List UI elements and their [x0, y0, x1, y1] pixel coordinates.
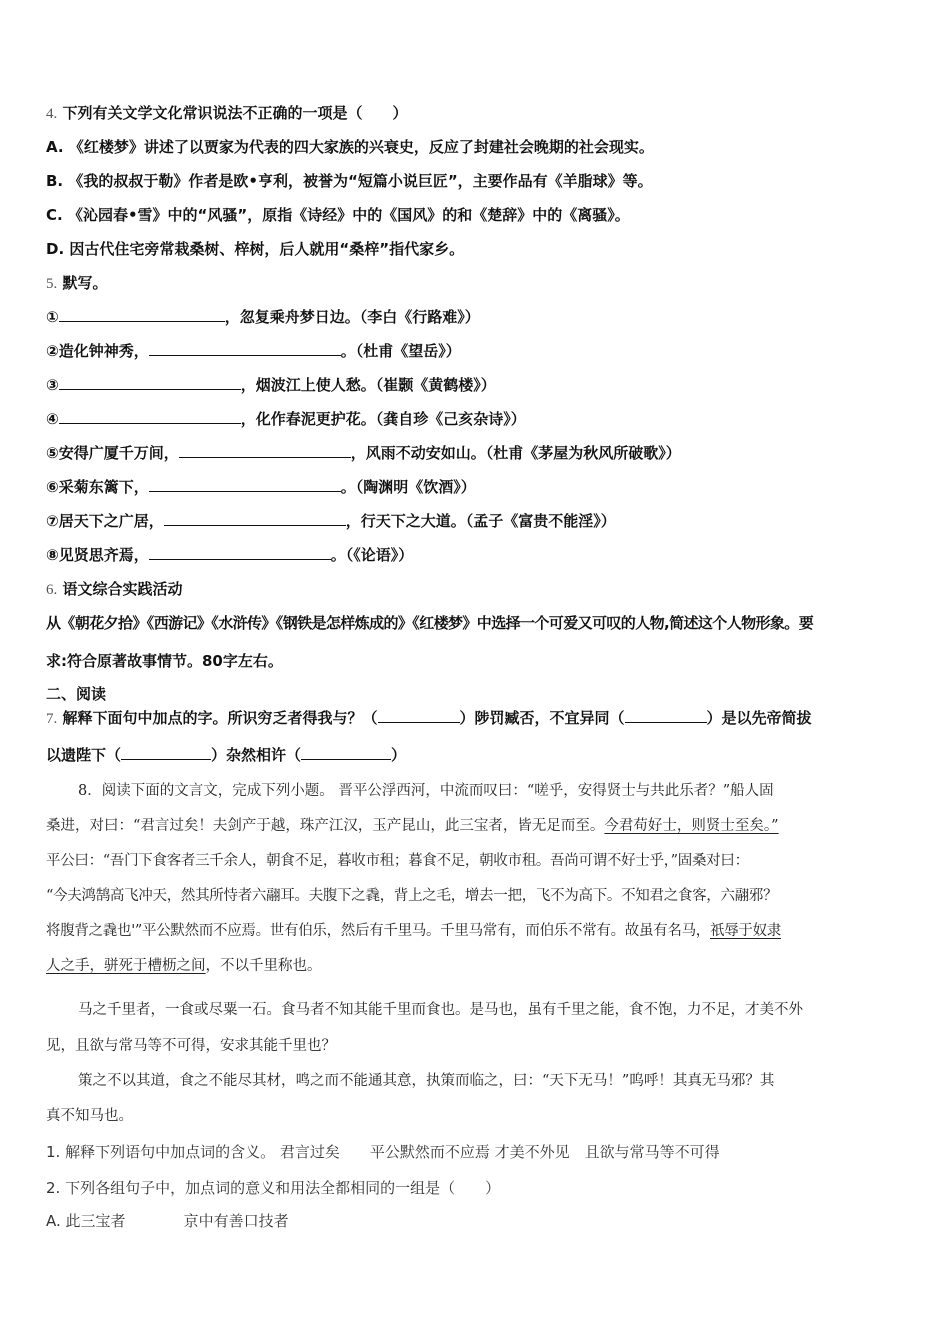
q8-sub2-option-a: A. 此三宝者 京中有善口技者 [46, 1212, 289, 1230]
answer-blank[interactable] [59, 409, 241, 424]
q5-item-1: ① ，忽复乘舟梦日边。（李白《行路难》） [46, 308, 480, 326]
answer-blank[interactable] [301, 745, 391, 760]
q4-option-a: A. 《红楼梦》讲述了以贾家为代表的四大家族的兴衰史，反应了封建社会晚期的社会现实。 [46, 138, 654, 156]
answer-blank[interactable] [149, 477, 341, 492]
q7-line1: 7. 解释下面句中加点的字。所识穷乏者得我与？（ ）陟罚臧否，不宜异同（ ）是以先帝简拔 [46, 709, 812, 727]
q4-stem: 4. 下列有关文学文化常识说法不正确的一项是（ ） [46, 104, 408, 122]
q5-item-2: ②造化钟神秀， 。（杜甫《望岳》） [46, 342, 461, 360]
underlined-sentence: 人之手，骈死于槽枥之间 [46, 958, 206, 974]
q8-para2-line2: 见，且欲与常马等不可得，安求其能千里也？ [46, 1038, 336, 1054]
q4-option-b: B. 《我的叔叔于勒》作者是欧•亨利，被誉为“短篇小说巨匠”，主要作品有《羊脂球》等。 [46, 172, 653, 190]
q8-para3-line1: 策之不以其道，食之不能尽其材，鸣之而不能通其意，执策而临之，曰：“天下无马！”呜呼！其真无马邪？其 [78, 1073, 775, 1089]
q8-passage-line4: “今夫鸿鹄高飞冲天，然其所恃者六翮耳。夫腹下之毳，背上之毛，增去一把，飞不为高下。不知君之食客，六翮邪？ [46, 888, 778, 904]
q5-item-8: ⑧见贤思齐焉， 。（《论语》） [46, 546, 414, 564]
q5-item-3: ③ ，烟波江上使人愁。（崔颢《黄鹤楼》） [46, 376, 496, 394]
q6-body-line1: 从《朝花夕拾》《西游记》《水浒传》《钢铁是怎样炼成的》《红楼梦》中选择一个可爱又可叹的人物,简述这个人物形象。要 [46, 614, 814, 632]
q5-item-7: ⑦居天下之广居， ，行天下之大道。（孟子《富贵不能淫》） [46, 512, 616, 530]
q4-option-c: C. 《沁园春•雪》中的“风骚”，原指《诗经》中的《国风》的和《楚辞》中的《离骚》。 [46, 206, 630, 224]
q8-sub2: 2. 下列各组句子中，加点词的意义和用法全都相同的一组是（ ） [46, 1179, 501, 1197]
q8-passage-line5: 将腹背之毳也'”平公默然而不应焉。世有伯乐，然后有千里马。千里马常有，而伯乐不常有。故虽有名马，祇辱于奴隶 [46, 923, 781, 939]
q4-option-d: D. 因古代住宅旁常栽桑树、梓树，后人就用“桑梓”指代家乡。 [46, 240, 465, 258]
q6-stem: 6. 语文综合实践活动 [46, 580, 183, 598]
answer-blank[interactable] [179, 443, 351, 458]
q8-para2-line1: 马之千里者，一食或尽粟一石。食马者不知其能千里而食也。是马也，虽有千里之能，食不饱，力不足，才美不外 [78, 1002, 803, 1018]
q8-passage-line2: 桑进，对曰：“君言过矣！夫剑产于越，珠产江汉，玉产昆山，此三宝者，皆无足而至。今君苟好士，则贤士至矣。” [46, 818, 779, 834]
q5-item-5: ⑤安得广厦千万间， ，风雨不动安如山。（杜甫《茅屋为秋风所破歌》） [46, 444, 681, 462]
answer-blank[interactable] [149, 545, 331, 560]
q7-line2: 以遗陛下（ ）杂然相许（ ） [46, 746, 407, 764]
underlined-sentence: 祇辱于奴隶 [710, 923, 781, 939]
underlined-sentence: 今君苟好士，则贤士至矣。” [604, 818, 779, 834]
q8-passage-line6: 人之手，骈死于槽枥之间，不以千里称也。 [46, 958, 322, 974]
q8-sub1: 1. 解释下列语句中加点词的含义。 君言过矣 平公默然而不应焉 才美不外见 且欲与常马等不可得 [46, 1143, 720, 1161]
q8-para3-line2: 真不知马也。 [46, 1108, 133, 1124]
answer-blank[interactable] [59, 307, 225, 322]
answer-blank[interactable] [149, 341, 341, 356]
answer-blank[interactable] [121, 745, 211, 760]
q5-item-6: ⑥采菊东篱下， 。（陶渊明《饮酒》） [46, 478, 476, 496]
answer-blank[interactable] [59, 375, 241, 390]
q5-stem: 5. 默写。 [46, 274, 108, 292]
q8-passage-line3: 平公曰：“吾门下食客者三千余人，朝食不足，暮收市租；暮食不足，朝收市租。吾尚可谓不好士乎，”固桑对曰： [46, 853, 749, 869]
section-title-reading: 二、阅读 [46, 685, 107, 703]
answer-blank[interactable] [625, 708, 707, 723]
q5-item-4: ④ ，化作春泥更护花。（龚自珍《己亥杂诗》） [46, 410, 526, 428]
q8-passage-line1: 8．阅读下面的文言文，完成下列小题。 晋平公浮西河，中流而叹曰：“嗟乎，安得贤士与共此乐者？”船人固 [78, 783, 774, 799]
answer-blank[interactable] [378, 708, 460, 723]
q6-body-line2: 求:符合原著故事情节。80字左右。 [46, 652, 283, 670]
answer-blank[interactable] [164, 511, 346, 526]
